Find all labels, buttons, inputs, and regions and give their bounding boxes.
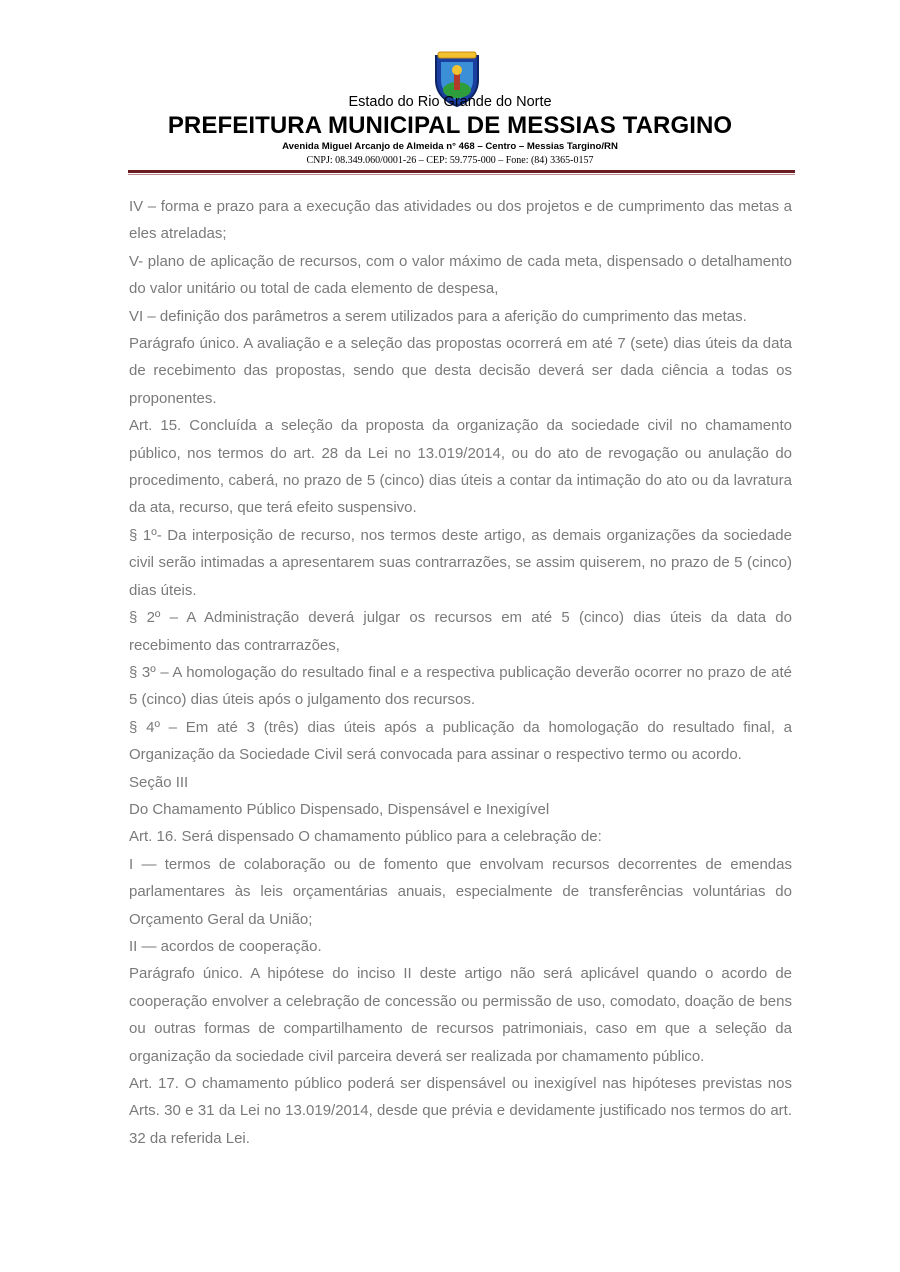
paragraph: § 4º – Em até 3 (três) dias úteis após a publicação da homologação do resultado final, a Organização da Sociedade Civil será convocada para assinar o respectivo termo ou acordo.	[129, 718, 792, 764]
paragraph: Parágrafo único. A hipótese do inciso II deste artigo não será aplicável quando o acordo de cooperação envolver a celebração de concessão ou permissão de uso, comodato, doação de bens ou outras formas de compartilhamento de recursos patrimoniais, caso em que a seleção da organização da sociedade civil parceira deverá ser realizada por chamamento público.	[129, 965, 792, 1065]
paragraph: V- plano de aplicação de recursos, com o valor máximo de cada meta, dispensado o detalhamento do valor unitário ou total de cada elemento de despesa,	[129, 252, 792, 298]
paragraph: IV – forma e prazo para a execução das atividades ou dos projetos e de cumprimento das metas a eles atreladas;	[129, 198, 792, 243]
paragraph: § 3º – A homologação do resultado final e a respectiva publicação deverão ocorrer no prazo de até 5 (cinco) dias úteis após o julgamento dos recursos.	[129, 663, 792, 709]
section-heading: Seção III	[129, 773, 189, 791]
document-body	[129, 193, 792, 1152]
paragraph: II — acordos de cooperação.	[129, 937, 322, 955]
paragraph: § 1º- Da interposição de recurso, nos termos deste artigo, as demais organizações da sociedade civil serão intimadas a apresentarem suas contrarrazões, se assim quiserem, no prazo de 5 (cinco) dias úteis.	[129, 526, 792, 599]
section-subheading: Do Chamamento Público Dispensado, Dispensável e Inexigível	[129, 800, 550, 818]
header-divider-thin	[128, 174, 795, 175]
paragraph: Art. 16. Será dispensado O chamamento público para a celebração de:	[129, 828, 602, 846]
paragraph: Parágrafo único. A avaliação e a seleção das propostas ocorrerá em até 7 (sete) dias úteis da data de recebimento das propostas, sendo que desta decisão deverá ser dada ciência a todas os proponentes.	[129, 335, 792, 407]
paragraph: Art. 17. O chamamento público poderá ser dispensável ou inexigível nas hipóteses previstas nos Arts. 30 e 31 da Lei no 13.019/2014, desde que prévia e devidamente justificado nos termos do art. 32 da referida Lei.	[129, 1075, 792, 1147]
header-divider	[128, 170, 795, 173]
municipality-address: Avenida Miguel Arcanjo de Almeida n° 468 – Centro – Messias Targino/RN	[282, 141, 618, 152]
municipality-title: PREFEITURA MUNICIPAL DE MESSIAS TARGINO	[167, 112, 733, 139]
paragraph: Art. 15. Concluída a seleção da proposta da organização da sociedade civil no chamamento público, nos termos do art. 28 da Lei no 13.019/2014, ou do ato de revogação ou anulação do procedimento, caberá, no prazo de 5 (cinco) dias úteis a contar da intimação do ato ou da lavratura da ata, recurso, que terá efeito suspensivo.	[129, 417, 792, 517]
municipality-cnpj-contact: CNPJ: 08.349.060/0001-26 – CEP: 59.775-000 – Fone: (84) 3365-0157	[306, 155, 594, 166]
paragraph: § 2º – A Administração deverá julgar os recursos em até 5 (cinco) dias úteis da data do recebimento das contrarrazões,	[129, 609, 792, 654]
state-name: Estado do Rio Grande do Norte	[348, 94, 552, 110]
letterhead	[0, 0, 900, 180]
paragraph: VI – definição dos parâmetros a serem utilizados para a aferição do cumprimento das metas.	[129, 307, 747, 325]
paragraph: I — termos de colaboração ou de fomento que envolvam recursos decorrentes de emendas parlamentares às leis orçamentárias anuais, especialmente de transferências voluntárias do Orçamento Geral da União;	[129, 855, 792, 928]
